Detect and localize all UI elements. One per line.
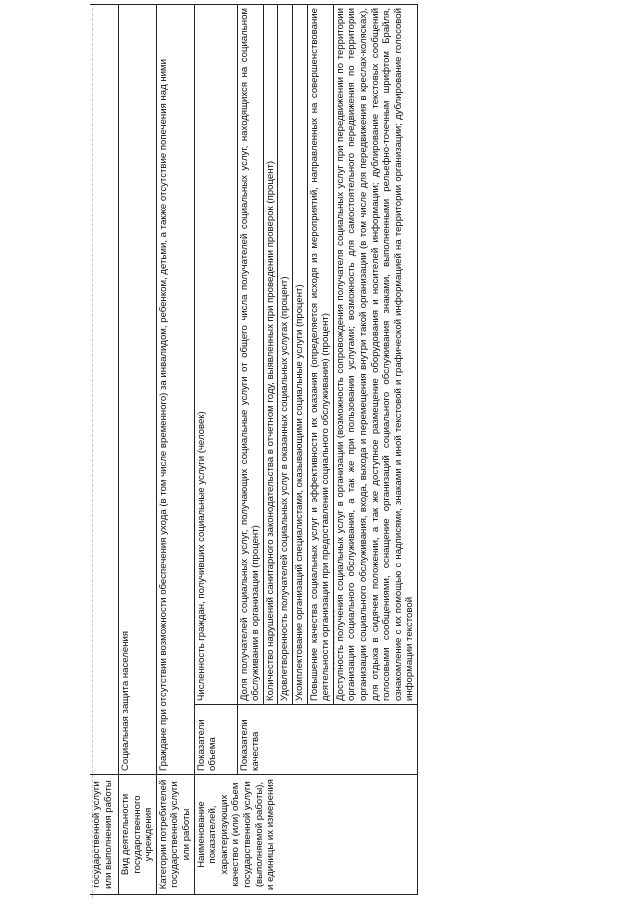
table-row (194, 5, 237, 895)
quality-item: Количество нарушений санитарного законодательства в отчетном году, выявленных при проведении проверок (процент) (264, 160, 276, 701)
volume-label: Показатели объема (195, 719, 219, 771)
consumers-label: Категории потребителей государственной услуги или работы (157, 779, 192, 890)
service-table (90, 4, 418, 895)
table-row (119, 5, 157, 895)
indicators-label-cell (194, 775, 417, 895)
volume-value: Численность граждан, получивших социальные услуги (человек) (195, 411, 207, 701)
quality-item: Доля получателей социальных услуг, получающих социальные услуги от общего числа получателей социальных услуг, находящихся на социальном обслуживании в организации (процент) (238, 8, 262, 701)
quality-item: Укомплектование организаций специалистами, оказывающими социальные услуги (процент) (293, 284, 305, 701)
quality-item: Удовлетворенность получателей социальных услуг в оказанных социальных услугах (процент) (279, 276, 291, 701)
consumers-value-cell (156, 5, 194, 775)
quality-item-cell (278, 5, 293, 705)
rotated-content (90, 5, 510, 895)
quality-item: Доступность получения социальных услуг в организации (возможность сопровождения получателя социальных услуг при передвижении по территории организации социального обслуживания, а так же при пользовании услугами; возможность для самостоятельного передвижения по территории организации социального обслуживания, входа, выхода и перемещения внутри такой организации (в том числе для передвижения в креслах-колясках), для отдыха в сидячем положении, а так же доступное размещение оборудования и носителей информации; дублирование текстовых сообщений голосовыми сообщениями, оснащение организаций социального обслуживания знаками, выполненными рельефно-точечным шрифтом Брайля, ознакомление с их помощью с надписями, знаками и иной текстовой и графической информацией на территории организации; дублирование голосовой информации текстовой (334, 8, 416, 701)
quality-item-cell (263, 5, 278, 705)
activity-label-cell (119, 775, 157, 895)
indicators-label: Наименование показателей, характеризующих качество и (или) объем государственной услуги (выполняемой работы), и единицы их измерения (195, 779, 277, 890)
quality-item-cell (237, 5, 263, 705)
activity-label: Вид деятельности государственного учреждения (120, 793, 155, 876)
head-label: государственной услуги или выполнения работы (91, 780, 114, 889)
consumers-value: Граждане при отсутствии возможности обеспечения ухода (в том числе временного) за инвалидом, ребенком, детьми, а также отсутствие попечения над ними (157, 59, 169, 771)
quality-label: Показатели качества (238, 719, 262, 771)
activity-value: Социальная защита населения (120, 630, 131, 771)
head-value-cell (90, 5, 119, 775)
quality-item-cell (307, 5, 333, 705)
consumers-label-cell (156, 775, 194, 895)
volume-value-cell (194, 5, 237, 705)
quality-item: Повышение качества социальных услуг и эффективности их оказания (определяется исходя из мероприятий, направленных на совершенствование деятельности организации при предоставлении социального обслуживания) (процент) (308, 8, 332, 701)
activity-value-cell (119, 5, 157, 775)
table-row (156, 5, 194, 895)
head-label-cell (90, 775, 119, 895)
table-row (237, 5, 263, 895)
quality-label-cell (237, 705, 417, 775)
table-row (90, 5, 119, 895)
quality-item-cell (292, 5, 307, 705)
volume-label-cell (194, 705, 237, 775)
quality-item-cell (333, 5, 417, 705)
